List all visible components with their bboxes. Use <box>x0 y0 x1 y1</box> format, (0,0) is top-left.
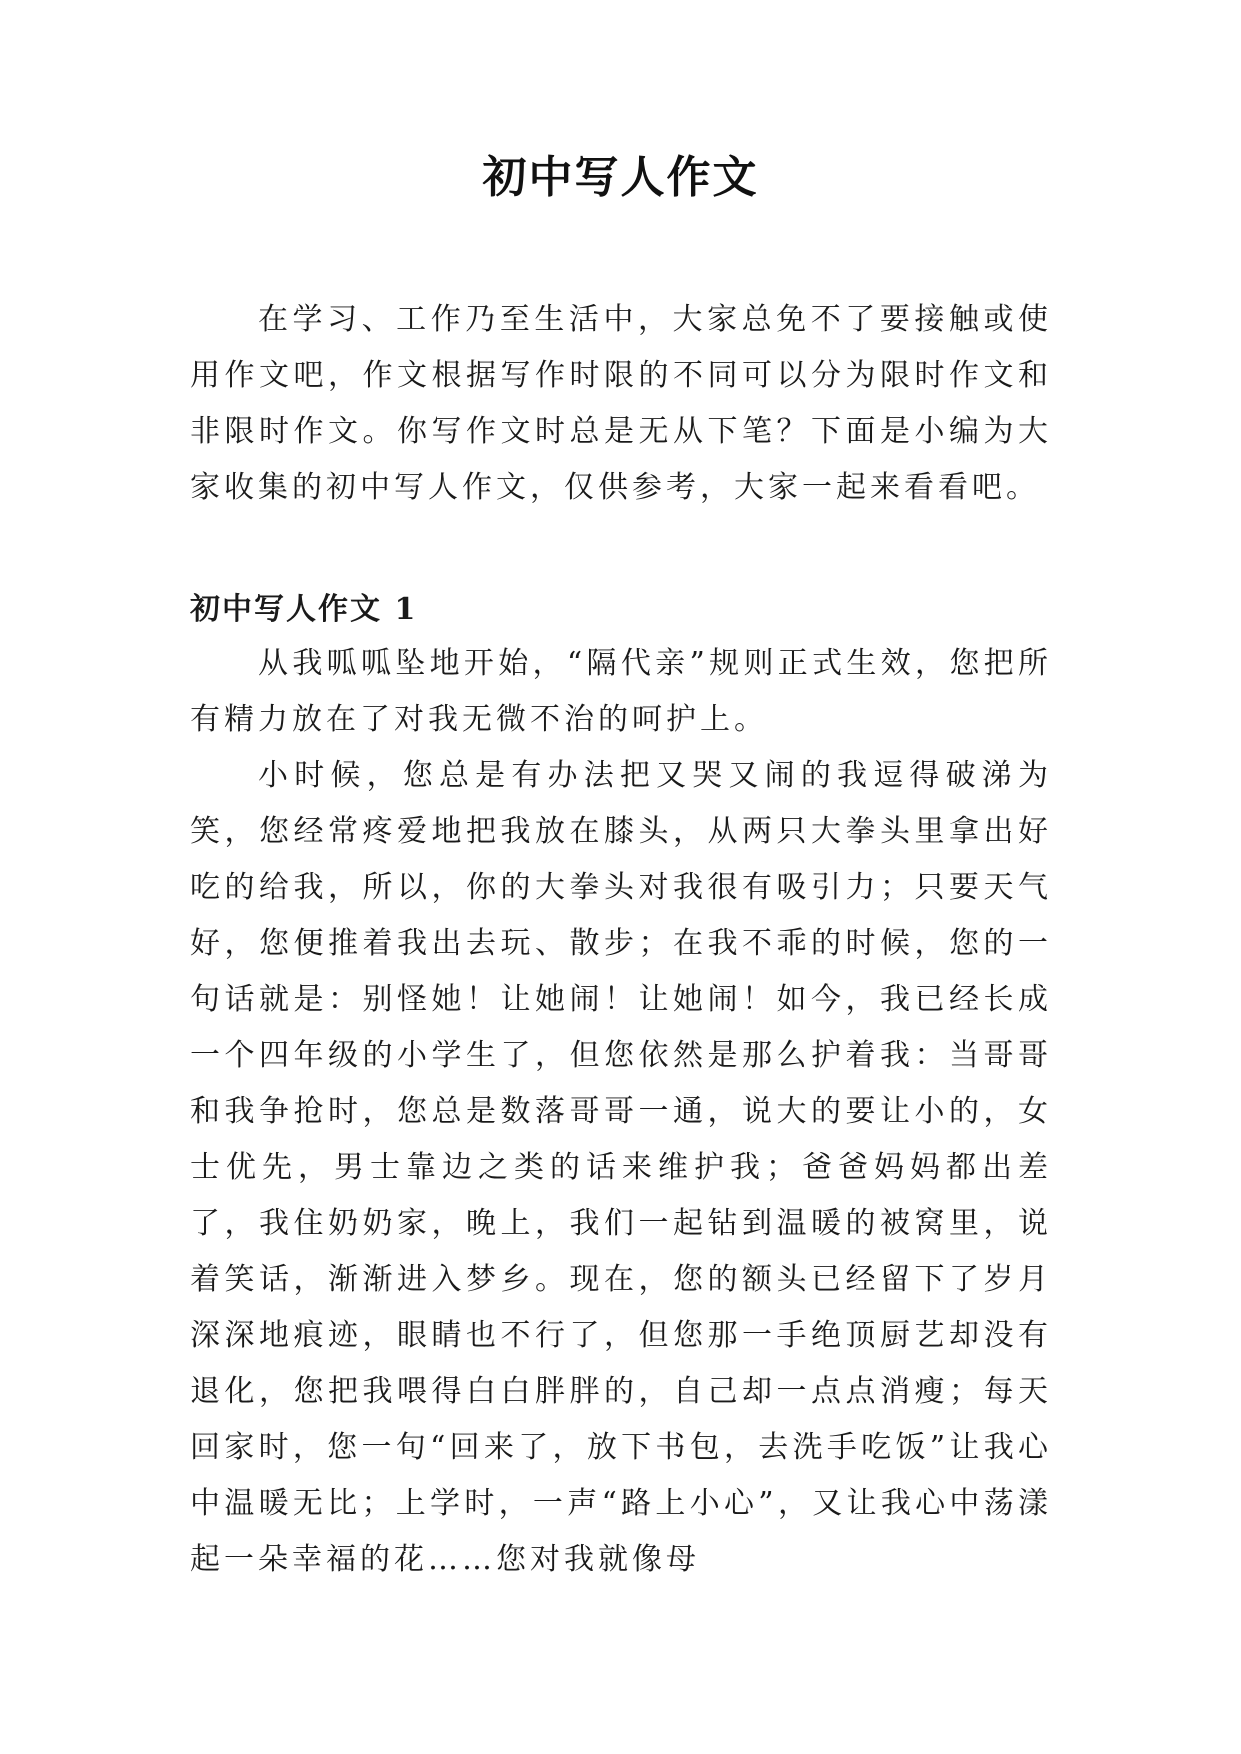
section-paragraph-1: 从我呱呱坠地开始，“隔代亲”规则正式生效，您把所有精力放在了对我无微不治的呵护上。 <box>190 646 1052 737</box>
section-heading: 初中写人作文 1 <box>190 592 418 627</box>
intro-paragraph: 在学习、工作乃至生活中，大家总免不了要接触或使用作文吧，作文根据写作时限的不同可以分为限时作文和非限时作文。你写作文时总是无从下笔？下面是小编为大家收集的初中写人作文，仅供参考，大家一起来看看吧。 <box>190 302 1052 505</box>
document-title: 初中写人作文 <box>482 152 759 203</box>
section-paragraph-2: 小时候，您总是有办法把又哭又闹的我逗得破涕为笑，您经常疼爱地把我放在膝头，从两只大拳头里拿出好吃的给我，所以，你的大拳头对我很有吸引力；只要天气好，您便推着我出去玩、散步；在我不乖的时候，您的一句话就是：别怪她！让她闹！让她闹！如今，我已经长成一个四年级的小学生了，但您依然是那么护着我：当哥哥和我争抢时，您总是数落哥哥一通，说大的要让小的，女士优先，男士靠边之类的话来维护我；爸爸妈妈都出差了，我住奶奶家，晚上，我们一起钻到温暖的被窝里，说着笑话，渐渐进入梦乡。现在，您的额头已经留下了岁月深深地痕迹，眼睛也不行了，但您那一手绝顶厨艺却没有退化，您把我喂得白白胖胖的，自己却一点点消瘦；每天回家时，您一句“回来了，放下书包，去洗手吃饭”让我心中温暖无比；上学时，一声“路上小心”，又让我心中荡漾起一朵幸福的花……您对我就像母 <box>190 758 1052 1577</box>
